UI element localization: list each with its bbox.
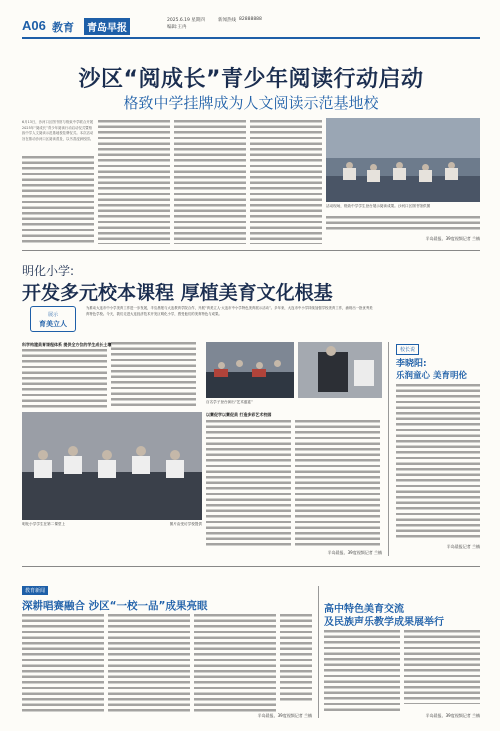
bottom-right-divider [318,586,319,718]
hotline-label: 新闻热线 [218,18,236,23]
bottom-left-col4 [280,614,312,702]
feature-photo-3-caption: 明化小学学生在第二课堂上 [22,522,66,526]
issue-date: 2025.6.19 星期四 [167,18,205,23]
column-author: 李晓阳: [396,359,427,369]
bottom-left-col2 [108,614,190,712]
bottom-right-col2 [404,630,480,704]
page-header [22,16,480,36]
lead-body-col4 [250,120,322,244]
feature-photo-credit: 图片由受访学校提供 [169,522,202,526]
feature-kicker: 明化小学: [22,264,75,278]
lead-byline: 半岛晨报、39度视频记者 兰楠 [425,236,480,241]
feature-photo-3 [22,412,202,520]
lead-subheadline: 格致中学挂牌成为人文阅读示范基地校 [123,94,379,112]
bottom-left-col3 [194,614,276,712]
editor-credit: 编辑:王冉 [167,25,187,30]
section-name: 教育 [52,21,74,34]
feature-byline: 半岛晨报、39度视频记者 兰楠 [327,550,382,555]
section-divider [22,250,480,251]
page-code: A06 [22,18,46,33]
header-rule [22,37,480,39]
bottom-right-headline-2: 及民族声乐教学成果展举行 [324,617,444,628]
badge-line-1: 展示 [47,312,58,318]
feature-photo-1 [206,342,294,398]
lead-photo-caption: 活动现场，格致中学学生登台展示阅读成果。沙河口区图书馆供图 [326,204,431,208]
feature-photo-2 [298,342,382,398]
lead-body-col5 [326,216,480,232]
column-label: 校长说 [396,344,419,355]
bottom-right-byline: 半岛晨报、39度视频记者 兰楠 [425,713,480,718]
bottom-right-headline-1: 高中特色美育交流 [324,604,404,615]
bottom-left-headline: 深耕唱赛融合 沙区“一校一品”成果亮眼 [22,600,208,612]
feature-section-label-1: 科学构建美育课程体系 提供全方位的学生成长土壤 [22,342,112,347]
column-divider [388,342,389,556]
lead-photo [326,118,480,202]
bottom-left-col1 [22,614,104,712]
feature-headline: 开发多元校本课程 厚植美育文化根基 [22,282,333,304]
lead-intro: 6月13日，沙河口区图书馆与格致中学联合开展2025年“阅成长”青少年阅读行动启动仪式暨格致中学人文阅读示范基地校挂牌仪式。本次活动旨在推动沙河口区阅读普及，以书香浸润校园。 [22,120,94,141]
feature-intro: 为推动大连市中小学美育工作进一步发展，半岛晨报与大连教育学院合作，开展“育美立人·大连市中小学特色美育展示活动”。多年来，大连市中小学持续加强学校美育工作，涌现出一批优秀美育特色学校。今天，我们走进大连经济技术开发区明化小学，感受他们的美育特色与成果。 [86,306,373,316]
feature-body-col1 [22,349,107,409]
feature-body-col3 [206,420,291,548]
bottom-left-byline: 半岛晨报、39度视频记者 兰楠 [257,713,312,718]
lead-headline: 沙区“阅成长”青少年阅读行动启动 [78,67,424,92]
bottom-right-col1 [324,630,400,712]
bottom-divider [22,566,480,567]
feature-body-col2 [111,342,196,409]
masthead-logo: 青岛早报 [84,18,130,35]
lead-body-col1 [22,156,94,244]
column-byline: 半岛晨报记者 兰楠 [446,544,480,549]
feature-body-col4 [295,420,380,548]
feature-photo-2-caption: 百名学子登台演出“艺术盛宴” [206,400,253,404]
feature-section-label-2: 以赛促学以赛促美 打造多彩艺术校园 [206,412,272,417]
column-body [396,384,480,540]
hotline-number: 82888888 [239,17,262,22]
badge-line-2: 育美立人 [39,320,67,328]
column-title: 乐润童心 美育明伦 [396,371,467,381]
feature-badge [30,306,76,332]
lead-body-col2 [98,120,170,244]
lead-body-col3 [174,120,246,244]
bottom-left-kicker: 教育新闻 [22,586,48,595]
